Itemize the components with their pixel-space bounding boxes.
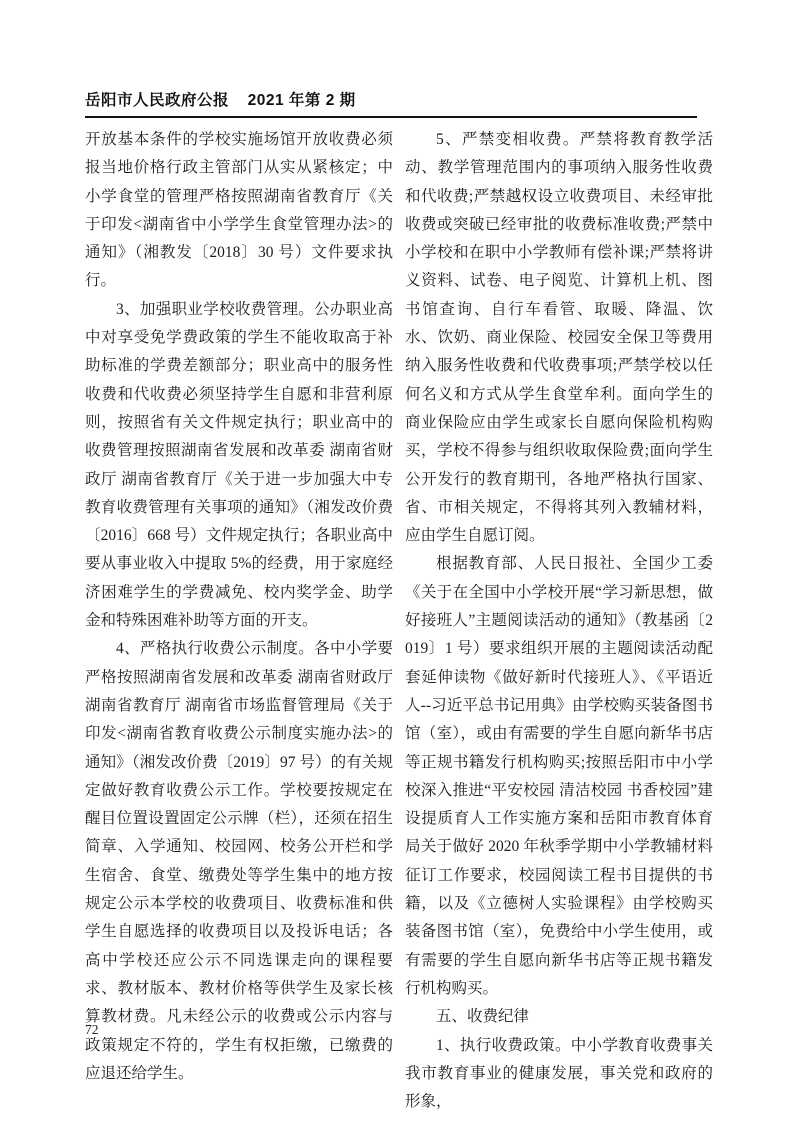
page-header (85, 88, 356, 110)
page-number: 72 (85, 1022, 99, 1037)
paragraph: 3、加强职业学校收费管理。公办职业高中对享受免学费政策的学生不能收取高于补助标准的学费差额部分；职业高中的服务性收费和代收费必须坚持学生自愿和非营利原则，按照省有关文件规定执行；职业高中的收费管理按照湖南省发展和改革委 湖南省财政厅 湖南省教育厅《关于进一步加强大中专教育收费管理有关事项的通知》（湘发改价费〔2016〕668 号）文件规定执行；各职业高中要从事业收入中提取 5%的经费，用于家庭经济困难学生的学费减免、校内奖学金、助学金和特殊困难补助等方面的开支。 (85, 300, 393, 630)
column-left (85, 126, 393, 1116)
paragraph: 五、收费纪律 (436, 1008, 530, 1026)
paragraph: 根据教育部、人民日报社、全国少工委《关于在全国中小学校开展“学习新思想，做好接班人”主题阅读活动的通知》（教基函〔2019〕1 号）要求组织开展的主题阅读活动配套延伸读物《做好新时代接班人》、《平语近人--习近平总书记用典》由学校购买装备图书馆（室），或由有需要的学生自愿向新华书店等正规书籍发行机构购买;按照岳阳市中小学校深入推进“平安校园 清洁校园 书香校园”建设提质育人工作实施方案和岳阳市教育体育局关于做好 2020 年秋季学期中小学教辅材料征订工作要求，校园阅读工程书目提供的书籍，以及《立德树人实验课程》由学校购买装备图书馆（室），免费给中小学生使用，或有需要的学生自愿向新华书店等正规书籍发行机构购买。 (405, 555, 713, 997)
issue-label: 2021 年第 2 期 (247, 92, 356, 109)
body-columns (85, 126, 713, 1116)
paragraph: 5、严禁变相收费。严禁将教育教学活动、教学管理范围内的事项纳入服务性收费和代收费;严禁越权设立收费项目、未经审批收费或突破已经审批的收费标准收费;严禁中小学校和在职中小学教师有偿补课;严禁将讲义资料、试卷、电子阅览、计算机上机、图书馆查询、自行车看管、取暖、降温、饮水、饮奶、商业保险、校园安全保卫等费用纳入服务性收费和代收费事项;严禁学校以任何名义和方式从学生食堂牟利。面向学生的商业保险应由学生或家长自愿向保险机构购买，学校不得参与组织收取保险费;面向学生公开发行的教育期刊，各地严格执行国家、省、市相关规定，不得将其列入教辅材料，应由学生自愿订阅。 (405, 131, 713, 545)
paragraph: 1、执行收费政策。中小学教育收费事关我市教育事业的健康发展，事关党和政府的形象， (405, 1036, 713, 1111)
header-rule (85, 116, 697, 118)
paragraph: 4、严格执行收费公示制度。各中小学要严格按照湖南省发展和改革委 湖南省财政厅 湖南省教育厅 湖南省市场监督管理局《关于印发<湖南省教育收费公示制度实施办法>的通知》（湘发改价费〔2019〕97 号）的有关规定做好教育收费公示工作。学校要按规定在醒目位置设置固定公示牌（栏），还须在招生简章、入学通知、校园网、校务公开栏和学生宿舍、食堂、缴费处等学生集中的地方按规定公示本学校的收费项目、收费标准和供学生自愿选择的收费项目以及投诉电话；各高中学校还应公示不同选课走向的课程要求、教材版本、教材价格等供学生及家长核算教材费。凡未经公示的收费或公示内容与政策规定不符的，学生有权拒缴，已缴费的应退还给学生。 (85, 640, 393, 1082)
gazette-title: 岳阳市人民政府公报 (85, 92, 230, 109)
paragraph: 开放基本条件的学校实施场馆开放收费必须报当地价格行政主管部门从实从紧核定；中小学食堂的管理严格按照湖南省教育厅《关于印发<湖南省中小学学生食堂管理办法>的通知》（湘教发〔2018〕30 号）文件要求执行。 (85, 131, 393, 290)
column-right (405, 126, 713, 1116)
